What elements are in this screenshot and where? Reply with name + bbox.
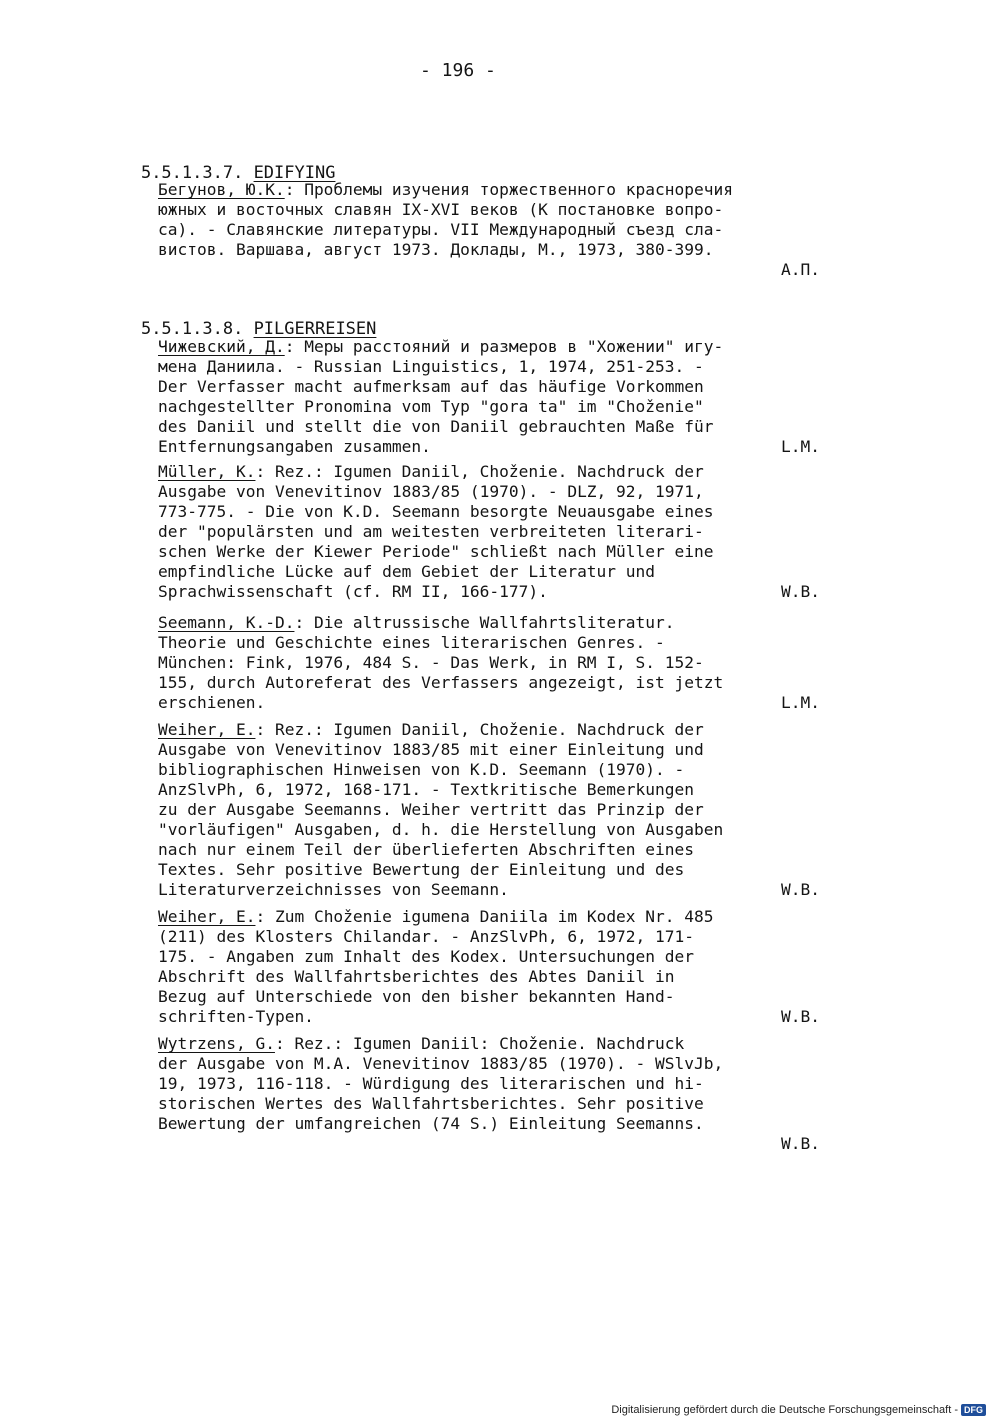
entry-line: 155, durch Autoreferat des Verfassers angezeigt, ist jetzt [158, 673, 724, 692]
entry-line: Seemann, K.-D.: Die altrussische Wallfahrtsliteratur. [158, 613, 675, 632]
section-number: 5.5.1.3.7. [140, 163, 244, 183]
entry-line: Theorie und Geschichte eines literarischen Genres. - [158, 633, 665, 652]
entry-author: Weiher, E. [158, 720, 256, 739]
entry-line: Textes. Sehr positive Bewertung der Einleitung und des [158, 860, 685, 879]
page-number: - 196 - [420, 60, 496, 81]
entry-line: Müller, K.: Rez.: Igumen Daniil, Choženie. Nachdruck der [158, 462, 704, 481]
entry-line: (211) des Klosters Chilandar. - AnzSlvPh, 6, 1972, 171- [158, 927, 695, 946]
dfg-logo: DFG [961, 1404, 986, 1416]
entry-line: са). - Славянские литературы. VII Международный съезд сла- [158, 220, 724, 239]
entry-line: южных и восточных славян IX-XVI веков (К постановке вопро- [158, 200, 724, 219]
bibliography-entry [158, 613, 848, 713]
reviewer-initials: W.B. [781, 880, 820, 899]
entry-line: мена Даниила. - Russian Linguistics, 1, 1974, 251-253. - [158, 357, 704, 376]
entry-line: München: Fink, 1976, 484 S. - Das Werk, in RM I, S. 152- [158, 653, 704, 672]
entry-line: der Ausgabe von M.A. Venevitinov 1883/85 (1970). - WSlvJb, [158, 1054, 724, 1073]
entry-line: Weiher, E.: Rez.: Igumen Daniil, Choženie. Nachdruck der [158, 720, 704, 739]
entry-author: Müller, K. [158, 462, 256, 481]
entry-line [158, 260, 848, 280]
entry-line: Literaturverzeichnisses von Seemann. W.B. [158, 880, 820, 899]
entry-line: erschienen. L.M. [158, 693, 820, 712]
entry-line: schriften-Typen. W.B. [158, 1007, 820, 1026]
bibliography-entry [158, 720, 848, 900]
entry-line: Der Verfasser macht aufmerksam auf das häufige Vorkommen [158, 377, 704, 396]
entry-author: Wytrzens, G. [158, 1034, 275, 1053]
entry-line: Bezug auf Unterschiede von den bisher bekannten Hand- [158, 987, 675, 1006]
entry-line [158, 1134, 848, 1154]
reviewer-initials: L.M. [781, 437, 820, 456]
bibliography-entry [158, 462, 848, 602]
entry-line: nach nur einem Teil der überlieferten Abschriften eines [158, 840, 695, 859]
entry-line: Entfernungsangaben zusammen. L.M. [158, 437, 820, 456]
entry-line: Abschrift des Wallfahrtsberichtes des Abtes Daniil in [158, 967, 675, 986]
section-title: PILGERREISEN [253, 319, 377, 339]
reviewer-initials: L.M. [781, 693, 820, 712]
reviewer-initials: А.П. [781, 260, 820, 279]
entry-line: zu der Ausgabe Seemanns. Weiher vertritt das Prinzip der [158, 800, 704, 819]
entry-line: AnzSlvPh, 6, 1972, 168-171. - Textkritische Bemerkungen [158, 780, 695, 799]
reviewer-initials: W.B. [781, 1007, 820, 1026]
section-title: EDIFYING [253, 163, 336, 183]
entry-line: nachgestellter Pronomina vom Typ "gora ta" im "Choženie" [158, 397, 704, 416]
bibliography-entry [158, 337, 848, 457]
entry-line: вистов. Варшава, август 1973. Доклады, М., 1973, 380-399. [158, 240, 714, 259]
entry-line: Weiher, E.: Zum Choženie igumena Daniila im Kodex Nr. 485 [158, 907, 714, 926]
entry-line: des Daniil und stellt die von Daniil gebrauchten Maße für [158, 417, 714, 436]
reviewer-initials: W.B. [781, 582, 820, 601]
entry-line: 19, 1973, 116-118. - Würdigung des literarischen und hi- [158, 1074, 704, 1093]
entry-line: storischen Wertes des Wallfahrtsberichtes. Sehr positive [158, 1094, 704, 1113]
entry-line: empfindliche Lücke auf dem Gebiet der Literatur und [158, 562, 656, 581]
bibliography-entry [158, 180, 848, 280]
reviewer-initials: W.B. [781, 1134, 820, 1153]
entry-line: Чижевский, Д.: Меры расстояний и размеров в "Хожении" игу- [158, 337, 724, 356]
bibliography-entry [158, 1034, 848, 1154]
entry-author: Seemann, K.-D. [158, 613, 295, 632]
footer-credit [611, 1404, 986, 1416]
entry-line: Sprachwissenschaft (cf. RM II, 166-177). W.B. [158, 582, 820, 601]
section-number: 5.5.1.3.8. [140, 319, 244, 339]
bibliography-entry [158, 907, 848, 1027]
entry-author: Чижевский, Д. [158, 337, 285, 356]
entry-author: Weiher, E. [158, 907, 256, 926]
entry-line: bibliographischen Hinweisen von K.D. Seemann (1970). - [158, 760, 685, 779]
entry-line: Бегунов, Ю.К.: Проблемы изучения торжественного красноречия [158, 180, 734, 199]
entry-line: "vorläufigen" Ausgaben, d. h. die Herstellung von Ausgaben [158, 820, 724, 839]
entry-line: Ausgabe von Venevitinov 1883/85 (1970). - DLZ, 92, 1971, [158, 482, 704, 501]
entry-line: schen Werke der Kiewer Periode" schließt nach Müller eine [158, 542, 714, 561]
entry-line: Ausgabe von Venevitinov 1883/85 mit einer Einleitung und [158, 740, 704, 759]
entry-line: 175. - Angaben zum Inhalt des Kodex. Untersuchungen der [158, 947, 695, 966]
entry-line: Bewertung der umfangreichen (74 S.) Einleitung Seemanns. [158, 1114, 704, 1133]
entry-author: Бегунов, Ю.К. [158, 180, 285, 199]
entry-line: der "populärsten und am weitesten verbreiteten literari- [158, 522, 704, 541]
entry-line: Wytrzens, G.: Rez.: Igumen Daniil: Choženie. Nachdruck [158, 1034, 685, 1053]
entry-line: 773-775. - Die von K.D. Seemann besorgte Neuausgabe eines [158, 502, 714, 521]
footer-text: Digitalisierung gefördert durch die Deutsche Forschungsgemeinschaft - [611, 1404, 958, 1416]
